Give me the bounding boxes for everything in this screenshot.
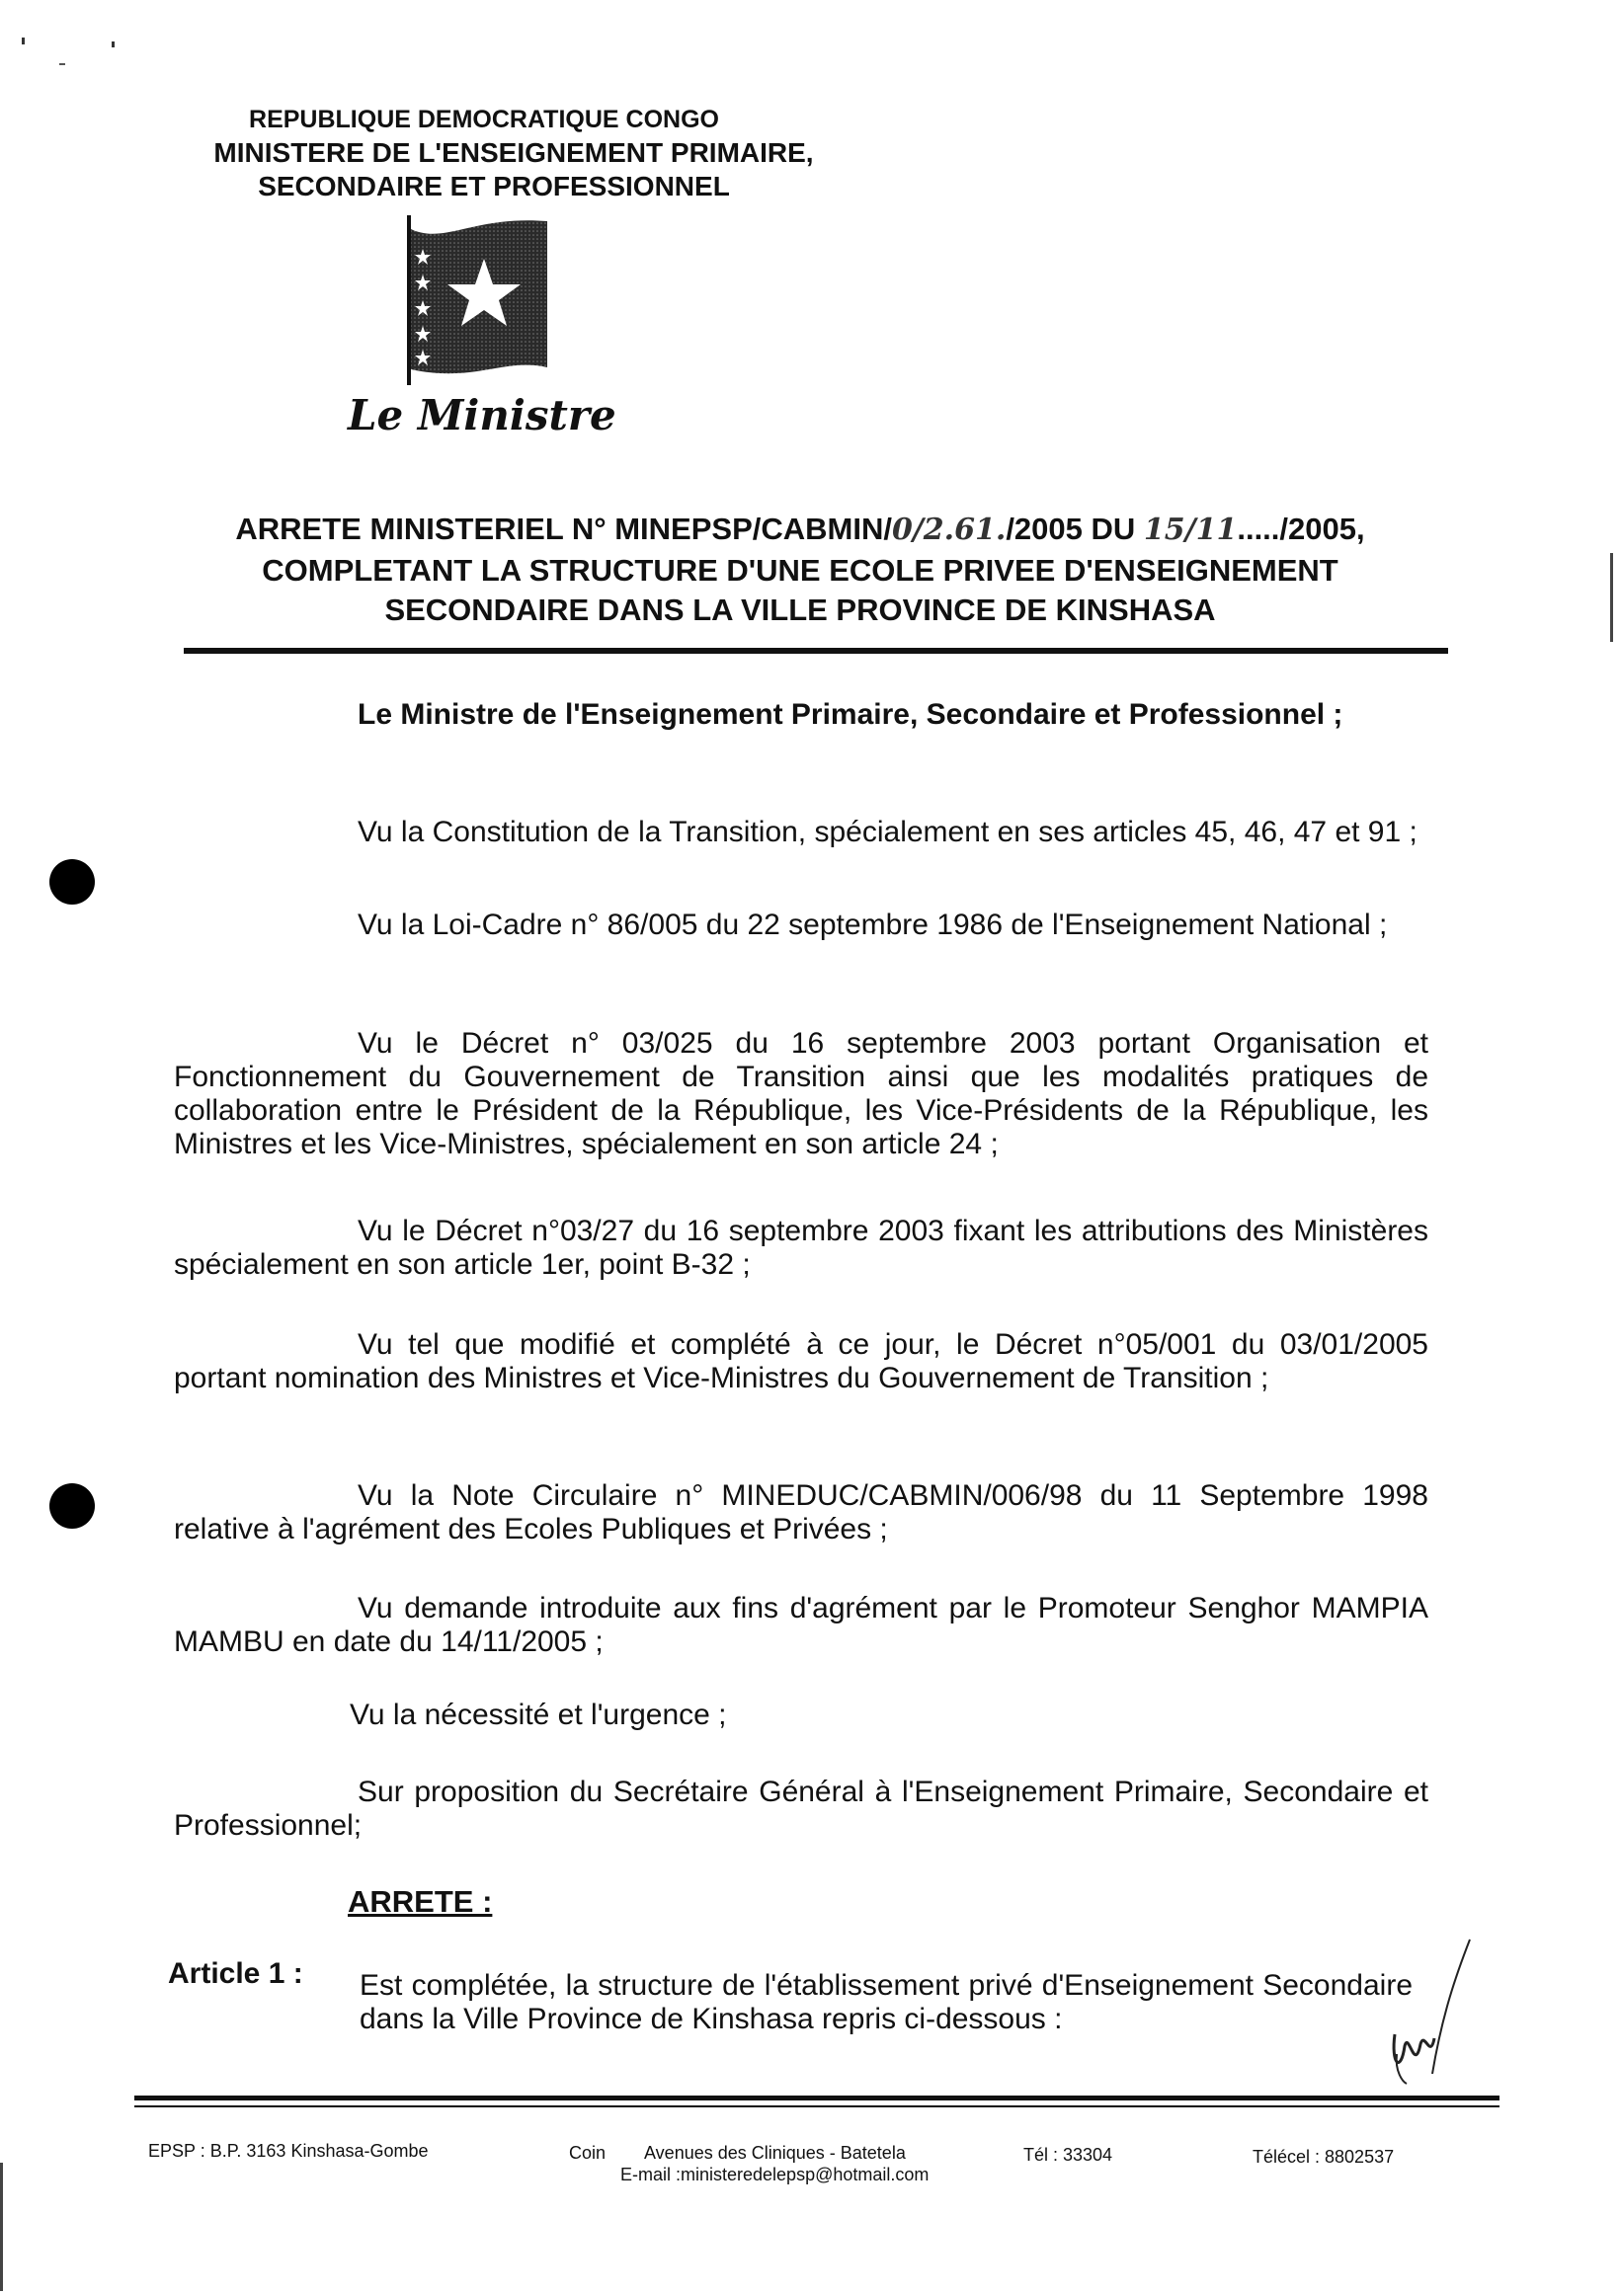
header-country: REPUBLIQUE DEMOCRATIQUE CONGO — [249, 106, 719, 133]
article-1-label: Article 1 : — [168, 1957, 303, 1990]
decree-reference: ARRETE MINISTERIEL N° MINEPSP/CABMIN/ — [235, 512, 892, 546]
recital-decret-03-27: Vu le Décret n°03/27 du 16 septembre 2003 fixant les attributions des Ministères spécialement en son article 1er, point B-32 ; — [174, 1215, 1428, 1281]
scan-edge — [1610, 553, 1613, 642]
recital-constitution: Vu la Constitution de la Transition, spécialement en ses articles 45, 46, 47 et 91 ; — [358, 816, 1418, 848]
footer-email: E-mail :ministeredelepsp@hotmail.com — [620, 2165, 930, 2184]
flag-emblem-icon — [405, 209, 553, 387]
footer-address-coin: Coin — [569, 2143, 607, 2163]
decree-date-year: ...../2005, — [1237, 512, 1365, 546]
recital-urgence: Vu la nécessité et l'urgence ; — [350, 1699, 727, 1731]
punch-hole — [49, 1483, 95, 1529]
scan-speck — [22, 38, 25, 44]
recital-demande: Vu demande introduite aux fins d'agrément par le Promoteur Senghor MAMPIA MAMBU en date du 14/11/2005 ; — [174, 1592, 1428, 1658]
title-divider — [184, 648, 1448, 654]
recital-loi-cadre: Vu la Loi-Cadre n° 86/005 du 22 septembre 1986 de l'Enseignement National ; — [358, 909, 1388, 941]
footer-rule-thick — [134, 2096, 1499, 2100]
decree-year: /2005 DU — [1006, 512, 1144, 546]
scan-speck — [112, 41, 115, 47]
arrete-heading: ARRETE : — [348, 1884, 493, 1919]
footer-address: Avenues des Cliniques - Batetela — [644, 2143, 906, 2163]
decree-number-handwritten: 0/2.61. — [891, 513, 1007, 547]
footer-tel: Tél : 33304 — [1023, 2145, 1113, 2165]
decree-date-handwritten: 15/11 — [1143, 513, 1238, 547]
intro-paragraph: Le Ministre de l'Enseignement Primaire, Secondaire et Professionnel ; — [358, 698, 1343, 731]
decree-title-line3: SECONDAIRE DANS LA VILLE PROVINCE DE KINSHASA — [384, 593, 1216, 627]
header-ministry-2: SECONDAIRE ET PROFESSIONNEL — [258, 171, 730, 201]
header-ministry: MINISTERE DE L'ENSEIGNEMENT PRIMAIRE, — [213, 137, 814, 168]
scan-edge — [0, 2163, 3, 2291]
footer-telecel: Télécel : 8802537 — [1253, 2147, 1395, 2167]
recital-note-circulaire: Vu la Note Circulaire n° MINEDUC/CABMIN/006/98 du 11 Septembre 1998 relative à l'agrément des Ecoles Publiques et Privées ; — [174, 1479, 1428, 1545]
decree-title-line2: COMPLETANT LA STRUCTURE D'UNE ECOLE PRIVEE D'ENSEIGNEMENT — [262, 553, 1338, 588]
punch-hole — [49, 859, 95, 905]
scan-speck — [59, 63, 65, 65]
recital-decret-05-001: Vu tel que modifié et complété à ce jour, le Décret n°05/001 du 03/01/2005 portant nomination des Ministres et Vice-Ministres du Gouvernement de Transition ; — [174, 1328, 1428, 1394]
signature-title: Le Ministre — [348, 391, 616, 439]
recital-proposition: Sur proposition du Secrétaire Général à l'Enseignement Primaire, Secondaire et Professionnel; — [174, 1776, 1428, 1842]
footer-rule-thin — [134, 2105, 1499, 2107]
footer-bp: EPSP : B.P. 3163 Kinshasa-Gombe — [148, 2141, 429, 2161]
decree-title-line1 — [158, 510, 1442, 550]
article-1-text: Est complétée, la structure de l'établissement privé d'Enseignement Secondaire dans la Ville Province de Kinshasa repris ci-dessous : — [360, 1969, 1413, 2035]
initials-mark — [1373, 1936, 1482, 2094]
recital-decret-03-025: Vu le Décret n° 03/025 du 16 septembre 2003 portant Organisation et Fonctionnement du Gouvernement de Transition ainsi que les modalités pratiques de collaboration entre le Président de la République, les Vice-Présidents de la République, les Ministres et les Vice-Ministres, spécialement en son article 24 ; — [174, 1027, 1428, 1160]
